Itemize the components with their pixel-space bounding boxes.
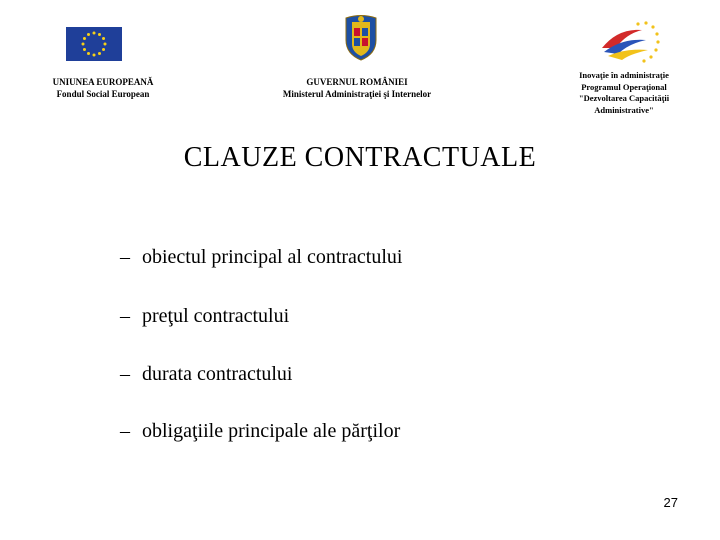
eu-star-icon xyxy=(98,33,101,36)
eu-star-icon xyxy=(93,54,96,57)
eu-star-icon xyxy=(102,37,105,40)
page-number: 27 xyxy=(663,495,678,510)
eu-star-icon xyxy=(83,48,86,51)
eu-caption-line2: Fondul Social European xyxy=(56,89,150,99)
gov-caption xyxy=(262,76,452,100)
bullet-dash: – xyxy=(120,363,130,385)
bullet-dash: – xyxy=(120,246,130,268)
gov-caption-line2: Ministerul Administraţiei şi Internelor xyxy=(282,89,432,99)
bullet-dash: – xyxy=(120,305,130,327)
bullet-item xyxy=(120,304,289,328)
bullet-item xyxy=(120,419,400,443)
romania-coat-of-arms-logo xyxy=(342,14,380,62)
eu-star-icon xyxy=(83,37,86,40)
bullet-item xyxy=(120,245,402,269)
eu-caption xyxy=(28,76,178,100)
eu-star-icon xyxy=(87,52,90,55)
inov-caption-line3: "Dezvoltarea Capacităţii xyxy=(578,93,670,103)
eu-star-icon xyxy=(87,33,90,36)
bullet-text: durata contractului xyxy=(142,363,293,385)
bullet-text: preţul contractului xyxy=(142,305,290,327)
eu-caption-line1: UNIUNEA EUROPEANĂ xyxy=(52,77,154,87)
gov-caption-line1: GUVERNUL ROMÂNIEI xyxy=(306,77,408,87)
bullet-text: obligaţiile principale ale părţilor xyxy=(142,420,401,442)
inov-caption xyxy=(556,70,692,116)
eu-star-icon xyxy=(93,32,96,35)
bullet-item xyxy=(120,362,293,386)
eu-star-icon xyxy=(104,43,107,46)
inovatie-administratie-logo xyxy=(598,18,662,66)
eu-star-icon xyxy=(102,48,105,51)
eu-flag-logo xyxy=(66,27,122,61)
inov-caption-line4: Administrative" xyxy=(594,104,654,115)
slide-title: CLAUZE CONTRACTUALE xyxy=(183,142,537,173)
inov-caption-line2: Programul Operaţional xyxy=(581,81,667,92)
eu-star-icon xyxy=(98,52,101,55)
bullet-text: obiectul principal al contractului xyxy=(142,246,403,268)
eu-star-icon xyxy=(82,43,85,46)
inov-caption-line1: Inovaţie în administraţie xyxy=(579,70,669,80)
bullet-dash: – xyxy=(120,420,130,442)
